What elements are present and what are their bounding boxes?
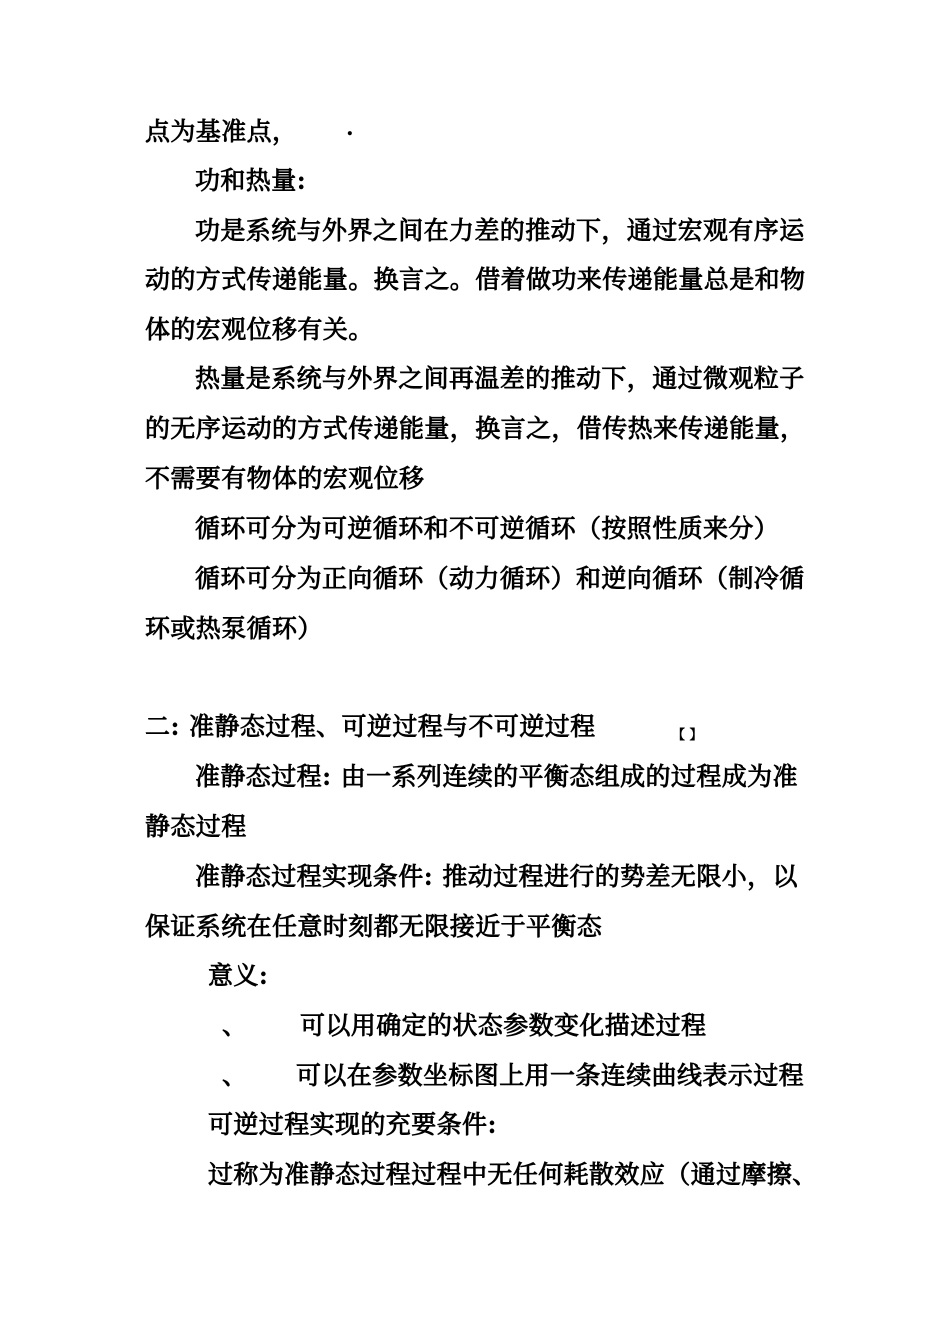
reversible-condition-heading: 可逆过程实现的充要条件: bbox=[208, 1110, 498, 1139]
dot-mark: . bbox=[346, 115, 354, 141]
paragraph-cycle-reversible: 循环可分为可逆循环和不可逆循环（按照性质来分） bbox=[195, 514, 780, 543]
paragraph-heat-line-1: 热量是系统与外界之间再温差的推动下，通过微观粒子 bbox=[195, 364, 805, 393]
paragraph-reversible-line-1: 过称为准静态过程过程中无任何耗散效应（通过摩擦、 bbox=[208, 1160, 818, 1189]
paragraph-heat-line-2: 的无序运动的方式传递能量，换言之，借传热来传递能量， bbox=[145, 414, 806, 443]
list-item-1: 可以用确定的状态参数变化描述过程 bbox=[300, 1011, 707, 1040]
paragraph-work-line-3: 体的宏观位移有关。 bbox=[145, 315, 374, 344]
list-bullet-2: 、 bbox=[222, 1061, 248, 1090]
section-heading-two: 二: 准静态过程、可逆过程与不可逆过程 bbox=[145, 712, 596, 741]
paragraph-work-line-2: 动的方式传递能量。换言之。借着做功来传递能量总是和物 bbox=[145, 265, 806, 294]
paragraph-cycle-direction-line-1: 循环可分为正向循环（动力循环）和逆向循环（制冷循 bbox=[195, 564, 805, 593]
paragraph-condition-line-1: 准静态过程实现条件: 推动过程进行的势差无限小，以 bbox=[195, 862, 798, 891]
paragraph-condition-line-2: 保证系统在任意时刻都无限接近于平衡态 bbox=[145, 912, 603, 941]
text-line-datum-point: 点为基准点， bbox=[145, 117, 298, 146]
paragraph-cycle-direction-line-2: 环或热泵循环） bbox=[145, 614, 323, 643]
list-bullet-1: 、 bbox=[222, 1011, 248, 1040]
paragraph-quasistatic-line-1: 准静态过程: 由一系列连续的平衡态组成的过程成为准 bbox=[195, 762, 798, 791]
section-heading-work-heat: 功和热量: bbox=[195, 166, 307, 195]
meaning-heading: 意义: bbox=[208, 961, 269, 990]
list-item-2: 可以在参数坐标图上用一条连续曲线表示过程 bbox=[296, 1061, 805, 1090]
paragraph-work-line-1: 功是系统与外界之间在力差的推动下，通过宏观有序运 bbox=[195, 216, 805, 245]
paragraph-quasistatic-line-2: 静态过程 bbox=[145, 812, 247, 841]
paragraph-heat-line-3: 不需要有物体的宏观位移 bbox=[145, 464, 425, 493]
bracket-mark: 【 】 bbox=[672, 728, 703, 743]
